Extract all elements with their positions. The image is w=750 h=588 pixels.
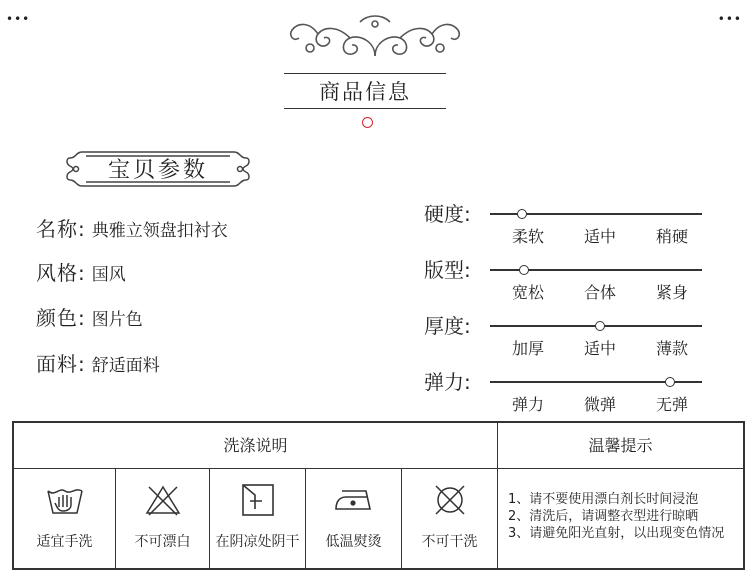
property-fabric <box>36 349 160 379</box>
slider-option: 稍硬 <box>655 227 688 246</box>
care-item <box>116 469 210 568</box>
slider-option: 紧身 <box>655 283 688 302</box>
hand-wash-icon <box>14 483 115 517</box>
red-circle-icon <box>362 117 373 128</box>
property-value: 舒适面料 <box>91 356 160 376</box>
scroll-ornament-icon <box>280 12 470 60</box>
care-label: 在阴凉处阴干 <box>215 534 300 550</box>
property-key: 名称: <box>36 217 86 241</box>
property-style <box>36 258 126 288</box>
slider-knob-thickness <box>595 321 605 331</box>
header-dots-left: ••• <box>6 12 31 26</box>
care-label: 不可漂白 <box>134 534 191 550</box>
slider-label-fit: 版型: <box>424 258 471 282</box>
shade-dry-icon <box>210 483 305 517</box>
slider-option: 加厚 <box>511 339 544 358</box>
tips-header <box>498 423 743 469</box>
slider-knob-fit <box>519 265 529 275</box>
low-iron-icon <box>306 483 401 517</box>
slider-knob-hardness <box>517 209 527 219</box>
slider-label-elasticity: 弹力: <box>424 370 471 394</box>
care-item <box>210 469 306 568</box>
slider-option: 薄款 <box>655 339 688 358</box>
property-value: 图片色 <box>91 310 143 330</box>
care-label: 低温熨烫 <box>325 534 382 550</box>
page-title: 商品信息 <box>319 80 411 104</box>
section-title: 宝贝参数 <box>107 158 208 183</box>
care-label: 不可干洗 <box>421 534 478 550</box>
tips-list <box>508 491 724 542</box>
slider-knob-elasticity <box>665 377 675 387</box>
header-dots-right: ••• <box>717 12 742 26</box>
care-header <box>14 423 498 469</box>
care-title: 洗涤说明 <box>223 436 288 455</box>
property-key: 面料: <box>36 352 86 376</box>
slider-label-thickness: 厚度: <box>424 314 471 338</box>
property-key: 风格: <box>36 261 86 285</box>
slider-option: 弹力 <box>511 395 544 414</box>
property-value: 国风 <box>91 265 126 285</box>
slider-option: 无弹 <box>655 395 688 414</box>
care-label: 适宜手洗 <box>36 534 93 550</box>
care-item <box>402 469 498 568</box>
no-dry-clean-icon <box>402 483 497 517</box>
care-item <box>14 469 116 568</box>
property-value: 典雅立领盘扣衬衣 <box>91 221 228 241</box>
slider-option: 宽松 <box>511 283 544 302</box>
property-color <box>36 303 143 333</box>
property-name <box>36 214 228 244</box>
tip-item: 3、请避免阳光直射，以出现变色情况 <box>508 526 725 541</box>
no-bleach-icon <box>116 483 209 517</box>
care-item <box>306 469 402 568</box>
slider-option: 微弹 <box>583 395 616 414</box>
slider-option: 适中 <box>583 339 616 358</box>
tips-title: 温馨提示 <box>588 436 653 455</box>
slider-option: 柔软 <box>511 227 544 246</box>
slider-label-hardness: 硬度: <box>424 202 471 226</box>
slider-option: 合体 <box>583 283 616 302</box>
care-table <box>12 421 745 570</box>
tip-item: 2、清洗后，请调整衣型进行晾晒 <box>508 509 699 524</box>
slider-option: 适中 <box>583 227 616 246</box>
tip-item: 1、请不要使用漂白剂长时间浸泡 <box>508 492 699 507</box>
property-key: 颜色: <box>36 306 86 330</box>
